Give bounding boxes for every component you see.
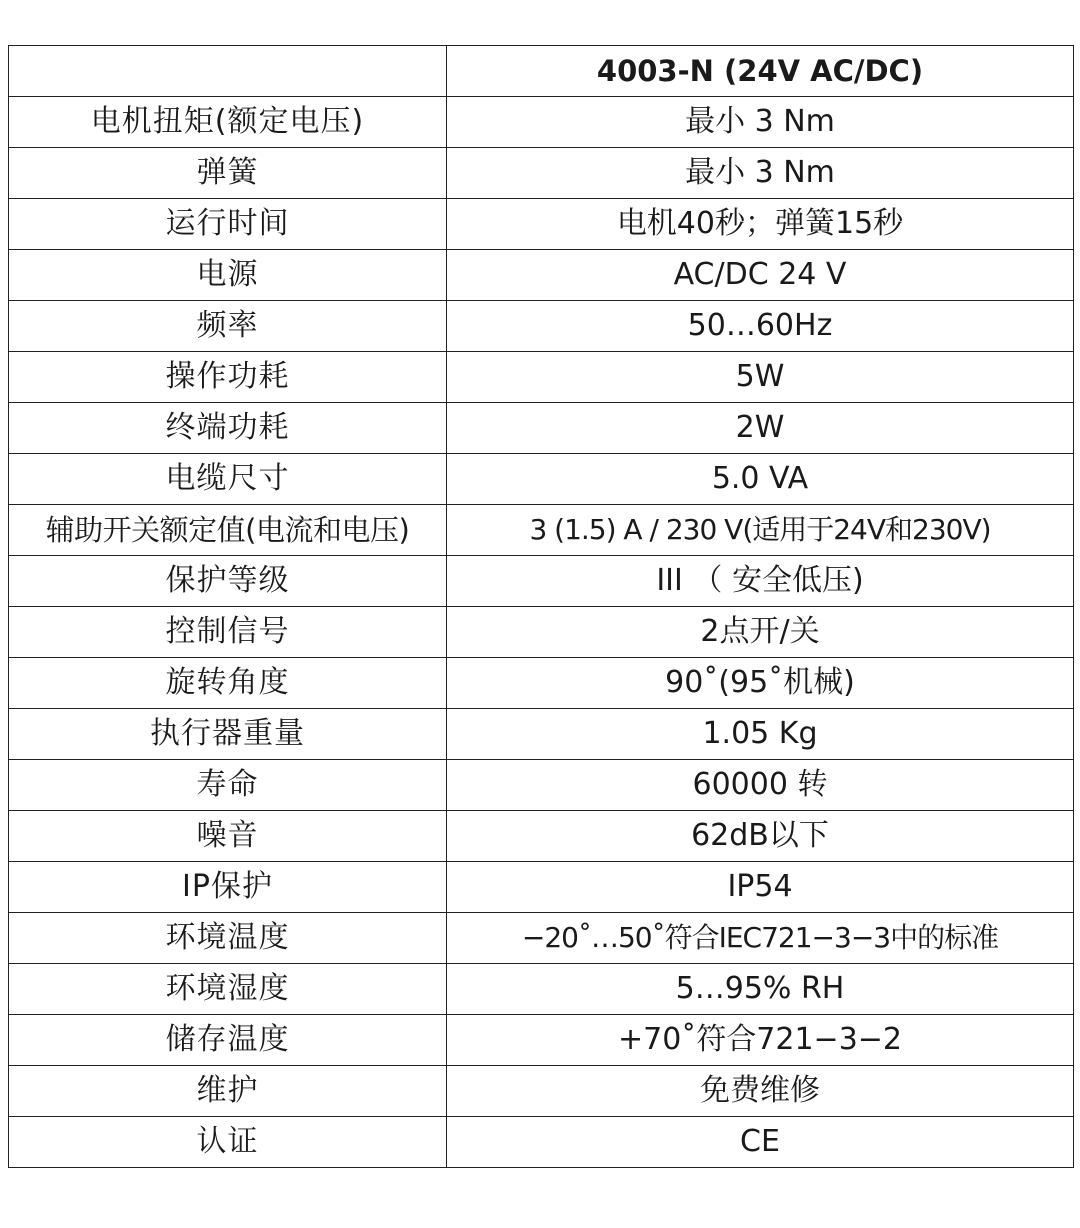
spec-table: [8, 45, 1074, 1168]
row-label: 运行时间: [9, 199, 447, 250]
header-model-cell: 4003-N (24V AC/DC): [447, 46, 1074, 97]
row-label: 噪音: [9, 811, 447, 862]
row-value: 60000 转: [447, 760, 1074, 811]
row-label: 弹簧: [9, 148, 447, 199]
row-value: 2W: [447, 403, 1074, 454]
table-row: [9, 556, 1074, 607]
header-label-cell: [9, 46, 447, 97]
row-value: +70˚符合721−3−2: [447, 1015, 1074, 1066]
row-label: 频率: [9, 301, 447, 352]
row-label: 保护等级: [9, 556, 447, 607]
row-label: 储存温度: [9, 1015, 447, 1066]
row-label: 电缆尺寸: [9, 454, 447, 505]
table-row: [9, 913, 1074, 964]
table-row: [9, 301, 1074, 352]
row-label: 维护: [9, 1066, 447, 1117]
row-label: 环境湿度: [9, 964, 447, 1015]
table-row: [9, 811, 1074, 862]
row-value: −20˚…50˚符合IEC721−3−3中的标准: [447, 913, 1074, 964]
row-label: 操作功耗: [9, 352, 447, 403]
row-value: 5W: [447, 352, 1074, 403]
table-row: [9, 658, 1074, 709]
row-value: 1.05 Kg: [447, 709, 1074, 760]
row-value: 2点开/关: [447, 607, 1074, 658]
row-value: 免费维修: [447, 1066, 1074, 1117]
row-value: AC/DC 24 V: [447, 250, 1074, 301]
row-value: 62dB以下: [447, 811, 1074, 862]
row-value: 5.0 VA: [447, 454, 1074, 505]
table-row: [9, 148, 1074, 199]
row-label: IP保护: [9, 862, 447, 913]
row-label: 电源: [9, 250, 447, 301]
row-label: 控制信号: [9, 607, 447, 658]
row-value: 90˚(95˚机械): [447, 658, 1074, 709]
table-row: [9, 403, 1074, 454]
table-row: [9, 709, 1074, 760]
row-value: 最小 3 Nm: [447, 97, 1074, 148]
row-value: 5…95% RH: [447, 964, 1074, 1015]
row-value: III （ 安全低压): [447, 556, 1074, 607]
row-value: 电机40秒；弹簧15秒: [447, 199, 1074, 250]
table-header-row: [9, 46, 1074, 97]
row-value: IP54: [447, 862, 1074, 913]
row-label: 认证: [9, 1117, 447, 1168]
table-row: [9, 607, 1074, 658]
row-label: 环境温度: [9, 913, 447, 964]
table-row: [9, 1015, 1074, 1066]
table-row: [9, 250, 1074, 301]
table-row: [9, 199, 1074, 250]
table-row: [9, 1066, 1074, 1117]
row-label: 执行器重量: [9, 709, 447, 760]
table-row: [9, 505, 1074, 556]
table-row: [9, 352, 1074, 403]
row-value: 最小 3 Nm: [447, 148, 1074, 199]
row-label: 辅助开关额定值(电流和电压): [9, 505, 447, 556]
row-value: 3 (1.5) A / 230 V(适用于24V和230V): [447, 505, 1074, 556]
spec-table-body: [9, 46, 1074, 1168]
table-row: [9, 760, 1074, 811]
row-label: 终端功耗: [9, 403, 447, 454]
row-value: 50…60Hz: [447, 301, 1074, 352]
row-label: 电机扭矩(额定电压): [9, 97, 447, 148]
row-value: CE: [447, 1117, 1074, 1168]
table-row: [9, 964, 1074, 1015]
table-row: [9, 862, 1074, 913]
table-row: [9, 97, 1074, 148]
row-label: 寿命: [9, 760, 447, 811]
table-row: [9, 454, 1074, 505]
table-row: [9, 1117, 1074, 1168]
row-label: 旋转角度: [9, 658, 447, 709]
